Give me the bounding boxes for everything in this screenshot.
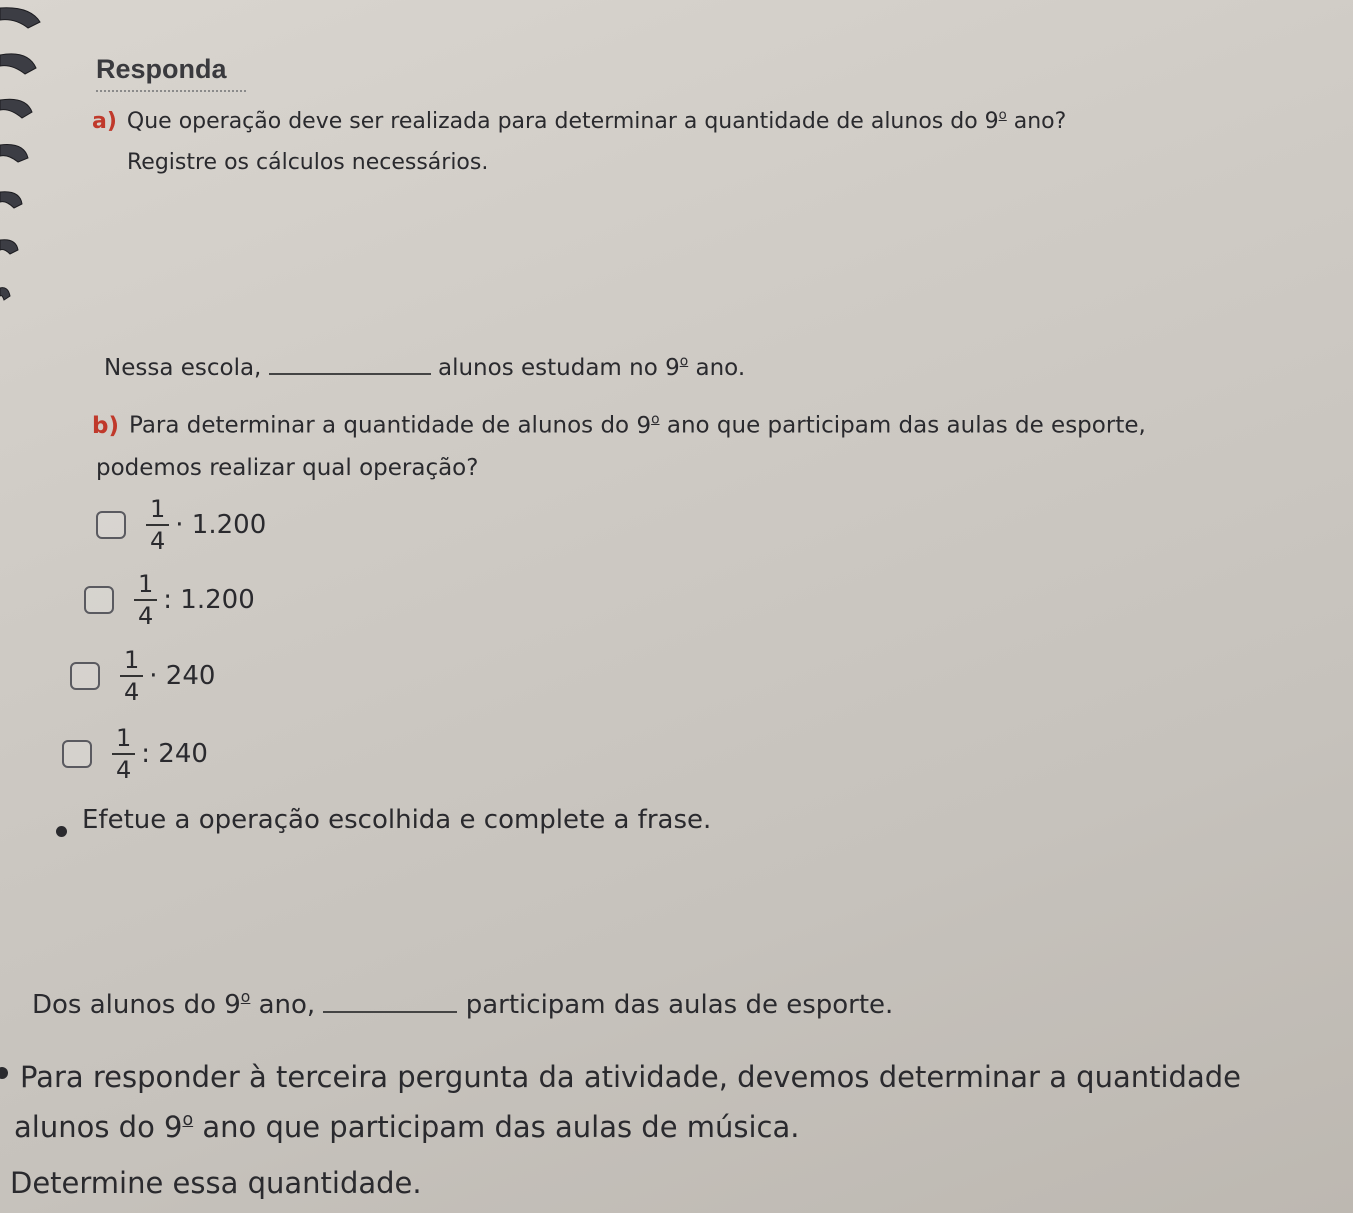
part-a-instruction: Registre os cálculos necessários. — [127, 150, 489, 175]
option-4[interactable] — [62, 726, 208, 782]
option-2-checkbox[interactable] — [84, 586, 114, 614]
heading-underline — [96, 90, 246, 92]
option-4-fraction: $\frac{1}{4}$ — [112, 726, 135, 782]
section-heading: Responda — [96, 54, 227, 84]
part-c-line1: Para responder à terceira pergunta da atividade, devemos determinar a quantidade — [20, 1060, 1241, 1094]
spiral-binding — [0, 0, 60, 310]
option-2[interactable] — [84, 572, 255, 628]
part-b-answer-blank[interactable] — [323, 985, 457, 1013]
part-a-answer-blank[interactable] — [269, 350, 431, 375]
part-a-label: a) — [92, 109, 117, 135]
option-4-checkbox[interactable] — [62, 740, 92, 768]
bullet-instruction: Efetue a operação escolhida e complete a frase. — [82, 805, 712, 835]
option-4-operation: : 240 — [141, 739, 208, 769]
option-1-fraction: $\frac{1}{4}$ — [146, 497, 169, 553]
part-c-line3: Determine essa quantidade. — [10, 1166, 422, 1200]
part-c-line2: alunos do 9$^o$ ano que participam das aulas de música. — [14, 1110, 800, 1145]
part-b-question-line2: podemos realizar qual operação? — [96, 455, 479, 481]
grade-9: 9$^o$ — [636, 411, 660, 439]
option-2-fraction: $\frac{1}{4}$ — [134, 572, 157, 628]
part-a-question: a) Que operação deve ser realizada para determinar a quantidade de alunos do 9$^o$ ano? — [92, 108, 1067, 135]
option-3[interactable] — [70, 648, 215, 704]
option-3-checkbox[interactable] — [70, 662, 100, 690]
bullet-icon — [56, 826, 67, 837]
grade-9: 9$^o$ — [984, 108, 1007, 135]
option-1-checkbox[interactable] — [96, 511, 126, 539]
option-1-operation: · 1.200 — [175, 510, 267, 540]
grade-9: 9$^o$ — [665, 353, 689, 381]
option-3-fraction: $\frac{1}{4}$ — [120, 648, 143, 704]
part-b-answer-sentence: Dos alunos do 9$^o$ ano, participam das aulas de esporte. — [32, 985, 893, 1020]
bullet-icon — [0, 1067, 8, 1079]
part-b-question: b) Para determinar a quantidade de alunos do 9$^o$ ano que participam das aulas de esporte, — [92, 411, 1146, 439]
option-3-operation: · 240 — [149, 661, 216, 691]
part-a-answer-sentence: Nessa escola, alunos estudam no 9$^o$ ano. — [104, 350, 745, 381]
part-b-label: b) — [92, 412, 119, 439]
grade-9: 9$^o$ — [164, 1110, 194, 1145]
option-1[interactable] — [96, 497, 266, 553]
option-2-operation: : 1.200 — [163, 585, 255, 615]
grade-9: 9$^o$ — [224, 988, 251, 1020]
